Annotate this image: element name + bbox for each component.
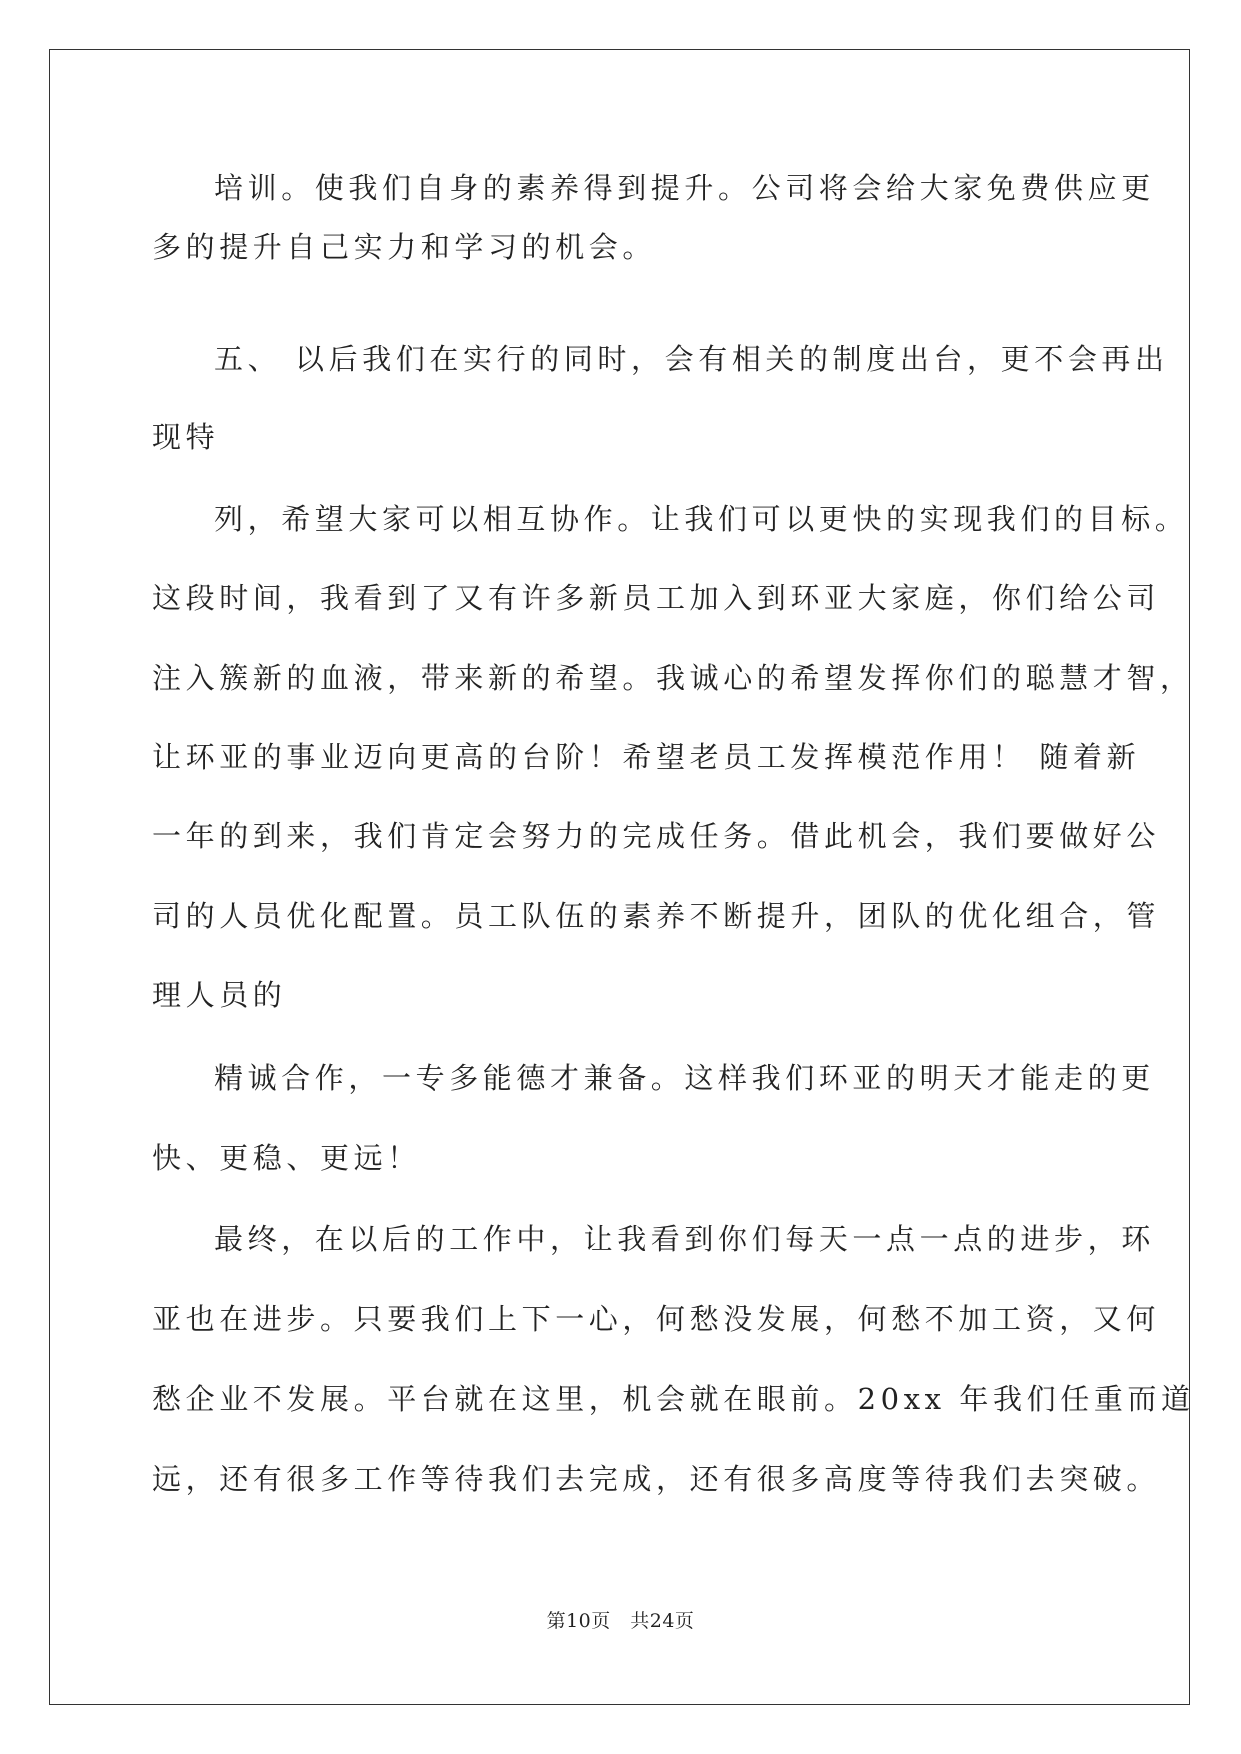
- page-number: 第10页 共24页: [546, 1610, 695, 1632]
- text-line: 列，希望大家可以相互协作。让我们可以更快的实现我们的目标。: [214, 502, 1189, 536]
- text-line: 让环亚的事业迈向更高的台阶！希望老员工发挥模范作用！ 随着新: [152, 740, 1141, 774]
- text-line: 培训。使我们自身的素养得到提升。公司将会给大家免费供应更: [214, 171, 1155, 205]
- page-border: [49, 49, 1190, 1705]
- text-line: 精诚合作，一专多能德才兼备。这样我们环亚的明天才能走的更: [214, 1061, 1155, 1095]
- text-line: 司的人员优化配置。员工队伍的素养不断提升，团队的优化组合，管: [152, 899, 1161, 933]
- text-line: 快、更稳、更远！: [152, 1141, 421, 1175]
- text-line: 多的提升自己实力和学习的机会。: [152, 230, 657, 264]
- text-line: 现特: [152, 420, 220, 454]
- text-line: 远，还有很多工作等待我们去完成，还有很多高度等待我们去突破。: [152, 1462, 1161, 1496]
- text-line: 亚也在进步。只要我们上下一心，何愁没发展，何愁不加工资，又何: [152, 1302, 1161, 1336]
- text-line: 一年的到来，我们肯定会努力的完成任务。借此机会，我们要做好公: [152, 819, 1161, 853]
- text-line: 理人员的: [152, 978, 287, 1012]
- text-line: 最终，在以后的工作中，让我看到你们每天一点一点的进步，环: [214, 1222, 1155, 1256]
- page-footer: [0, 1606, 1241, 1633]
- text-line: 愁企业不发展。平台就在这里，机会就在眼前。20xx 年我们任重而道: [152, 1382, 1195, 1416]
- text-line: 注入簇新的血液，带来新的希望。我诚心的希望发挥你们的聪慧才智，: [152, 661, 1194, 695]
- text-line: 这段时间，我看到了又有许多新员工加入到环亚大家庭，你们给公司: [152, 581, 1161, 615]
- text-line: 五、 以后我们在实行的同时，会有相关的制度出台，更不会再出: [214, 342, 1169, 376]
